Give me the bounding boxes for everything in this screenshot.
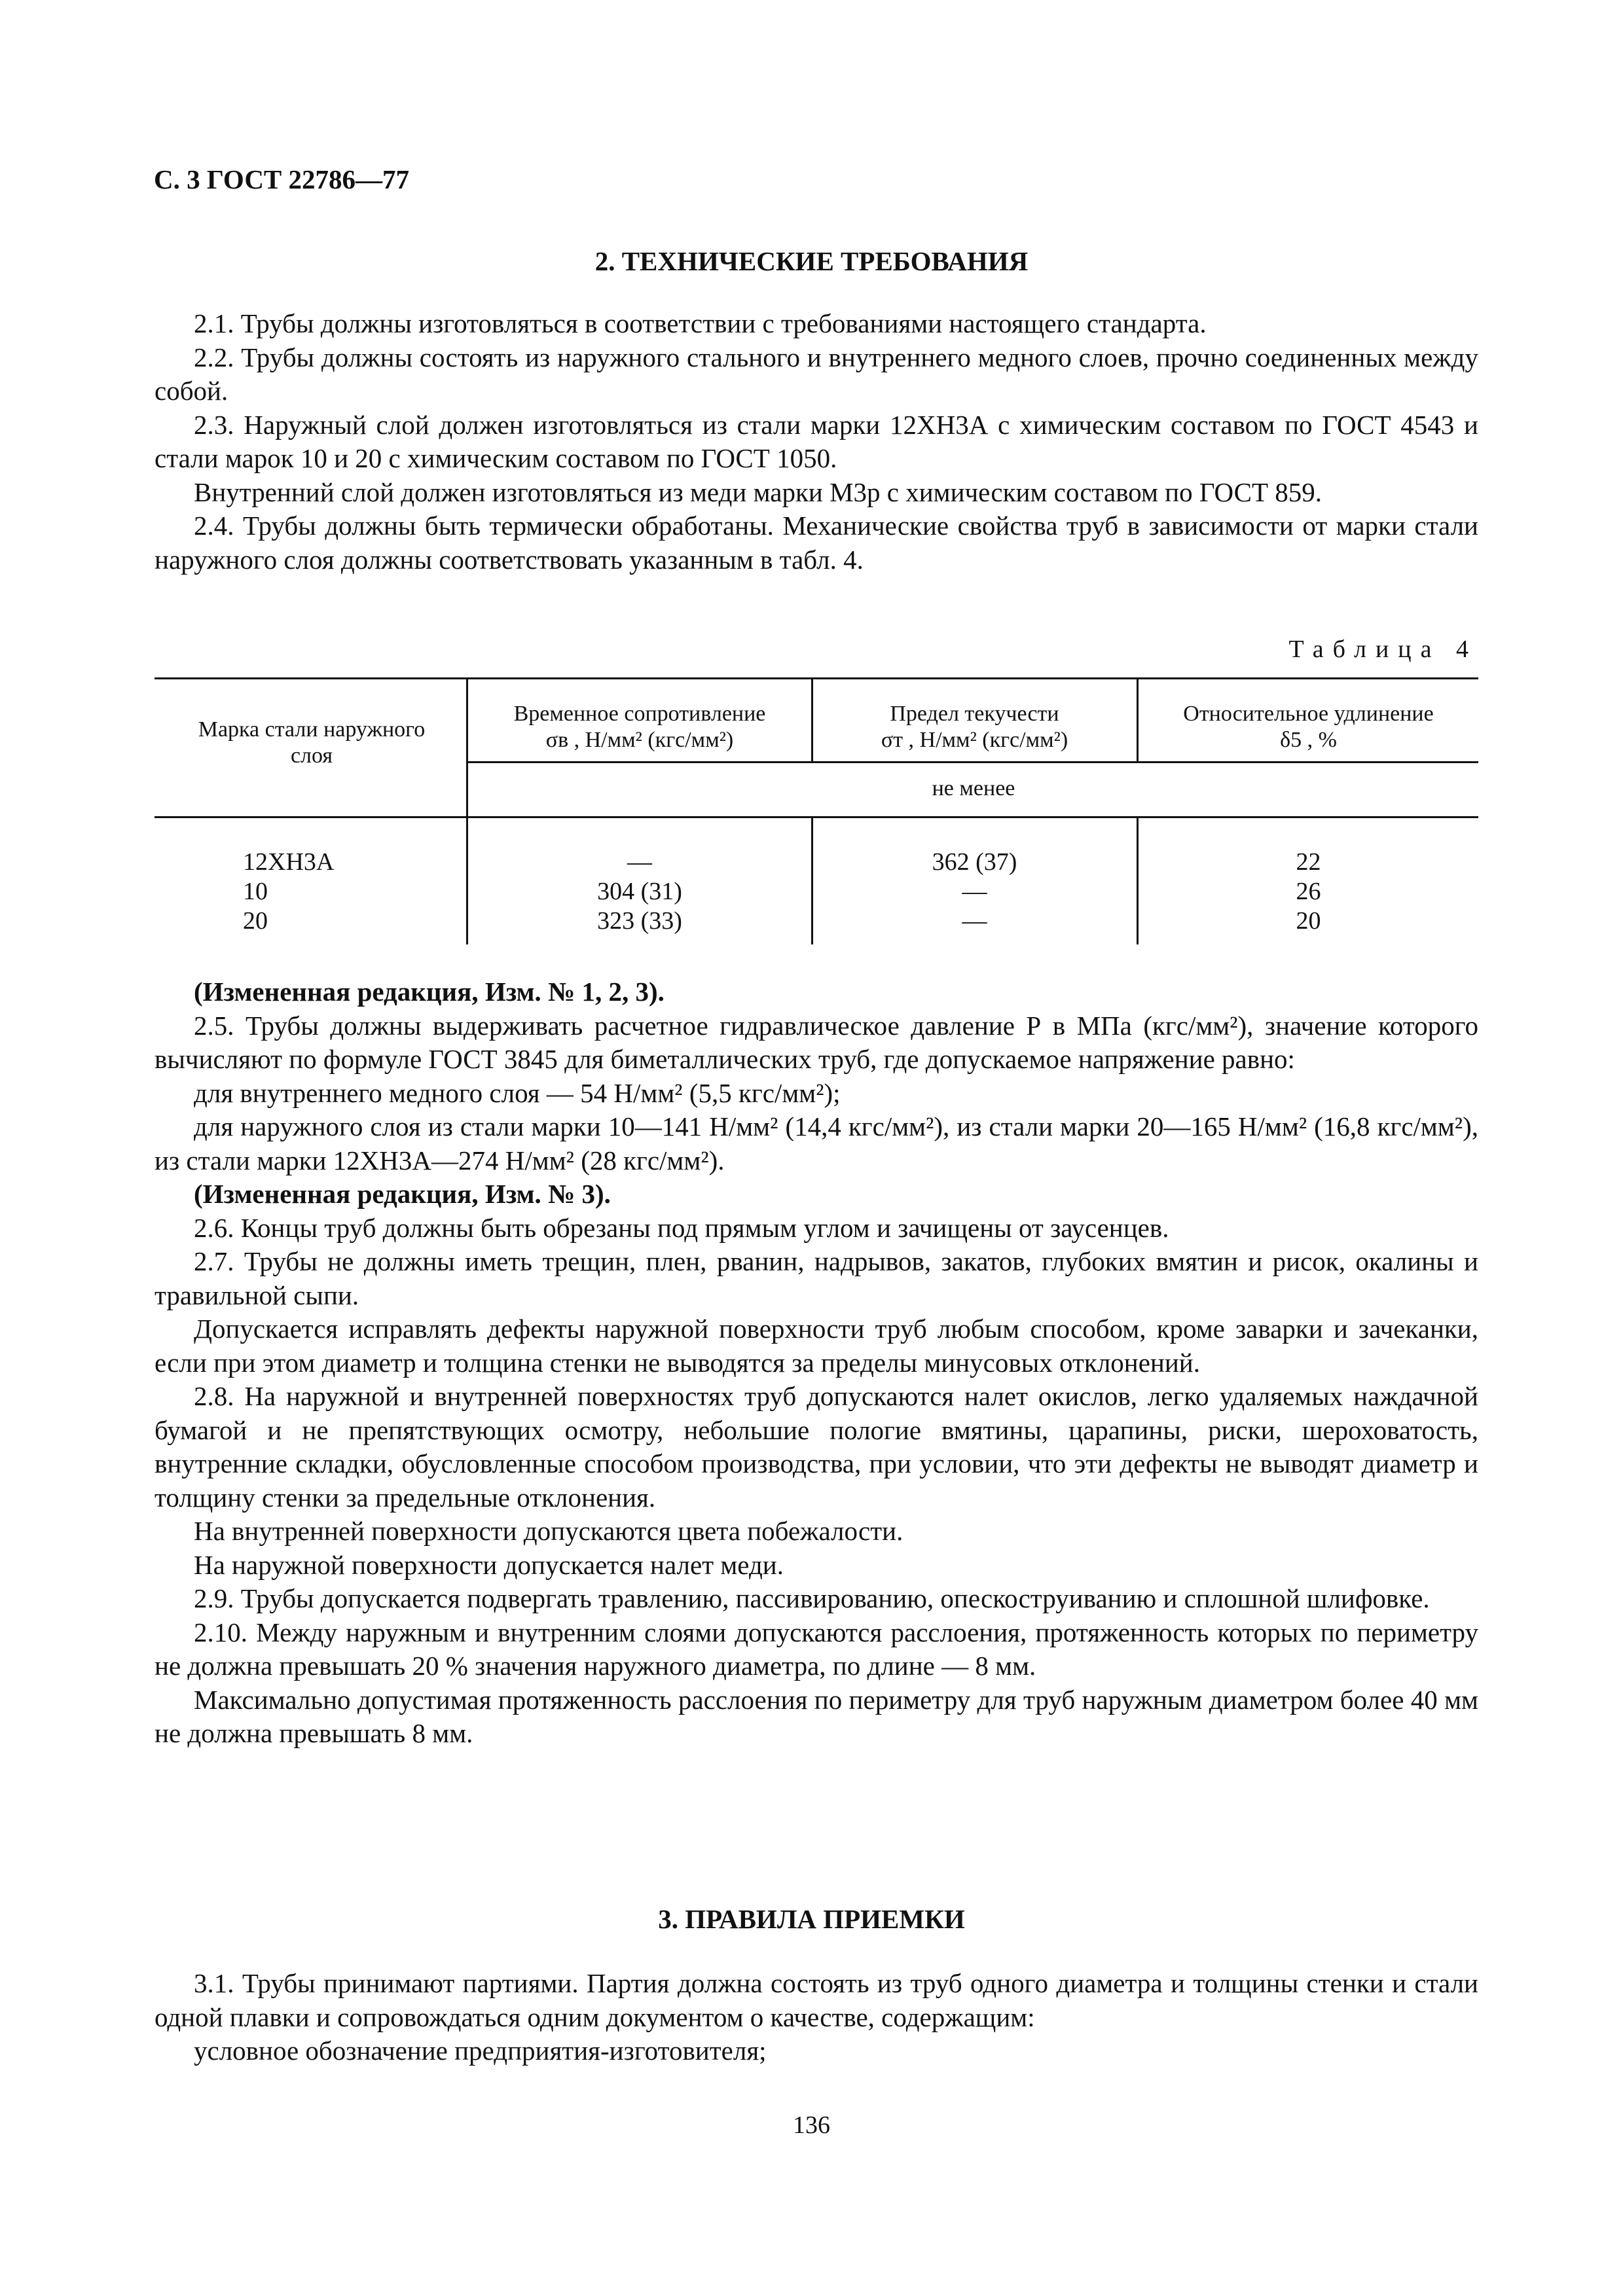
header-yield-line1: Предел текучести [890,702,1059,726]
section-3-title: 3. ПРАВИЛА ПРИЕМКИ [658,1904,965,1934]
table-cell-elongation: 22 [1296,848,1321,876]
table-cell-grade: 10 [243,878,268,905]
table-header-rule [466,761,1478,763]
paragraph-3-1: 3.1. Трубы принимают партиями. Партия должна состоять из труб одного диаметра и толщины стенки и стали одной плавки и сопровождаться одним документом о качестве, содержащим: [155,1968,1478,2032]
table-top-rule [155,677,1478,679]
header-minimum: не менее [932,776,1015,800]
paragraph-2-5-a: для внутреннего медного слоя — 54 Н/мм² (5,5 кгс/мм²); [194,1077,841,1108]
paragraph-2-6: 2.6. Концы труб должны быть обрезаны под прямым углом и зачищены от заусенцев. [194,1212,1169,1243]
header-yield-strength [813,701,1136,753]
paragraph-2-5-b: для наружного слоя из стали марки 10—141 Н/мм² (14,4 кгс/мм²), из стали марки 20—165 Н/мм² (16,8 кгс/мм²), из стали марки 12ХН3А—274 Н/мм² (28 кгс/мм²). [155,1111,1478,1175]
table-cell-grade: 12ХН3А [243,848,335,876]
table-cell-yield: — [962,878,987,905]
table-cell-tensile: 323 (33) [597,907,682,935]
header-elongation-line1: Относительное удлинение [1183,702,1434,726]
table-cell-tensile: 304 (31) [597,878,682,905]
table-caption: Таблица 4 [1288,636,1478,663]
paragraph-2-3-b: Внутренний слой должен изготовляться из меди марки М3р с химическим составом по ГОСТ 859. [194,476,1322,507]
column-elongation [1139,848,1478,936]
header-yield-line2: σт , Н/мм² (кгс/мм²) [881,728,1068,752]
paragraph-2-5: 2.5. Трубы должны выдерживать расчетное гидравлическое давление Р в МПа (кгс/мм²), значение которого вычисляют по формуле ГОСТ 3845 для биметаллических труб, где допускаемое напряжение равно: [155,1010,1478,1074]
paragraph-2-3: 2.3. Наружный слой должен изготовляться из стали марки 12ХН3А с химическим составом по ГОСТ 4543 и стали марок 10 и 20 с химическим составом по ГОСТ 1050. [155,409,1478,473]
header-elongation-line2: δ5 , % [1280,728,1337,752]
table-divider-1 [466,677,468,944]
mechanical-properties-table [155,677,1478,944]
section-2-title: 2. ТЕХНИЧЕСКИЕ ТРЕБОВАНИЯ [594,246,1029,276]
table-cell-tensile: — [627,848,652,876]
amendment-note-1: (Измененная редакция, Изм. № 1, 2, 3). [194,977,665,1007]
header-tensile-line2: σв , Н/мм² (кгс/мм²) [545,728,734,752]
paragraph-2-7-b: Допускается исправлять дефекты наружной поверхности труб любым способом, кроме заварки и зачеканки, если при этом диаметр и толщина стенки не выводятся за пределы минусовых отклонений. [155,1314,1478,1378]
header-tensile-line1: Временное сопротивление [513,702,766,726]
paragraph-2-4: 2.4. Трубы должны быть термически обработаны. Механические свойства труб в зависимости от марки стали наружного слоя должны соответствовать указанным в табл. 4. [155,511,1478,575]
paragraph-2-10-b: Максимально допустимая протяженность расслоения по периметру для труб наружным диаметром более 40 мм не должна превышать 8 мм. [155,1684,1478,1748]
paragraph-2-8: 2.8. На наружной и внутренней поверхностях труб допускаются налет окислов, легко удаляемых наждачной бумагой и не препятствующих осмотру, небольшие пологие вмятины, царапины, риски, шероховатость, внутренние складки, обусловленные способом производства, при условии, что эти дефекты не выводят диаметр и толщину стенки за предельные отклонения. [155,1381,1478,1513]
table-cell-yield: — [962,907,987,935]
column-steel-grade [243,848,407,936]
paragraph-3-1-a: условное обозначение предприятия-изготовителя; [194,2036,767,2066]
paragraph-2-9: 2.9. Трубы допускается подвергать травлению, пассивированию, опескоструиванию и сплошной шлифовке. [194,1583,1430,1613]
header-steel-grade: Марка стали наружного слоя [198,717,426,768]
column-tensile-strength [469,848,811,936]
section-2-text-top [155,307,1478,577]
paragraph-2-8-c: На наружной поверхности допускается налет меди. [194,1549,784,1580]
header-tensile-strength [469,701,811,753]
section-2-text-bottom [155,975,1478,1751]
amendment-note-2: (Измененная редакция, Изм. № 3). [194,1179,611,1209]
table-cell-grade: 20 [243,907,268,935]
paragraph-2-10: 2.10. Между наружным и внутренним слоями допускаются расслоения, протяженность которых по периметру не должна превышать 20 % значения наружного диаметра, по длине — 8 мм. [155,1617,1478,1681]
header-elongation [1139,701,1478,753]
table-cell-elongation: 20 [1296,907,1321,935]
column-yield-strength [813,848,1136,936]
paragraph-2-7: 2.7. Трубы не должны иметь трещин, плен, рванин, надрывов, закатов, глубоких вмятин и рисок, окалины и травильной сыпи. [155,1246,1478,1310]
section-3-text [155,1967,1478,2068]
page-number: 136 [793,2111,830,2139]
paragraph-2-1: 2.1. Трубы должны изготовляться в соответствии с требованиями настоящего стандарта. [194,308,1207,338]
table-subheader-rule [155,816,1478,818]
table-cell-yield: 362 (37) [932,848,1017,876]
table-cell-elongation: 26 [1296,878,1321,905]
paragraph-2-2: 2.2. Трубы должны состоять из наружного стального и внутреннего медного слоев, прочно соединенных между собой. [155,342,1478,406]
page-header: С. 3 ГОСТ 22786—77 [154,164,410,194]
paragraph-2-8-b: На внутренней поверхности допускаются цвета побежалости. [194,1516,903,1546]
